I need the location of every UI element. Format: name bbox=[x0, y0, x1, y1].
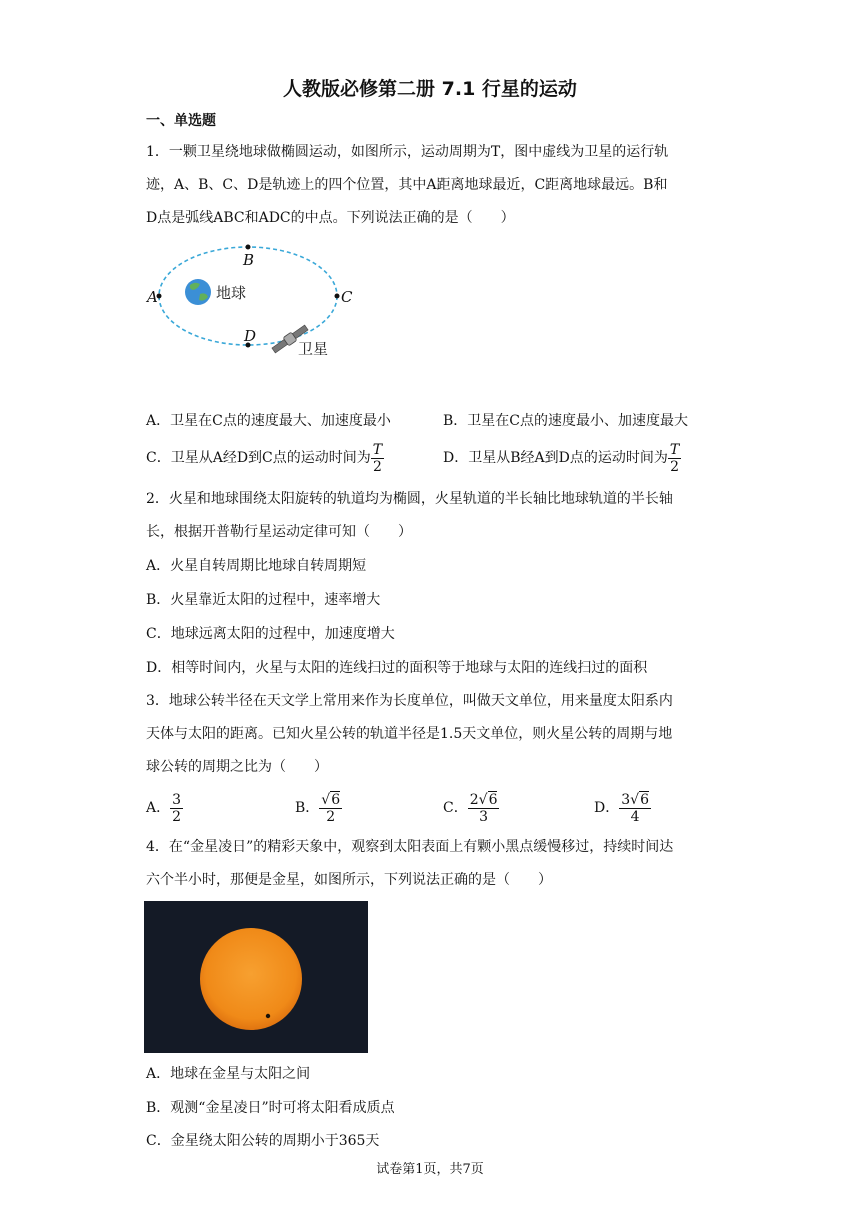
fraction-denominator: 2 bbox=[172, 808, 182, 825]
fraction-denominator: 2 bbox=[670, 458, 679, 475]
q1-option-c bbox=[146, 440, 384, 476]
q2-option-a: A．火星自转周期比地球自转周期短 bbox=[146, 558, 367, 574]
section-heading: 一、单选题 bbox=[146, 113, 216, 129]
option-label: C． bbox=[443, 800, 468, 816]
fraction-denominator: 3 bbox=[479, 808, 489, 825]
fraction-numerator: T bbox=[372, 441, 383, 458]
q1-stem-line-1: 1．一颗卫星绕地球做椭圆运动，如图所示，运动周期为T，图中虚线为卫星的运行轨 bbox=[146, 144, 669, 160]
fraction-numerator: 3 bbox=[172, 791, 182, 808]
q1-orbit-figure bbox=[140, 238, 380, 368]
q3-option-c-fraction bbox=[468, 792, 500, 825]
q3-option-a bbox=[146, 788, 183, 828]
earth-label: 地球 bbox=[216, 284, 247, 302]
fraction-denominator: 2 bbox=[372, 458, 382, 475]
point-c-dot bbox=[335, 294, 340, 299]
q3-stem-line-3: 球公转的周期之比为（ ） bbox=[146, 759, 328, 775]
q3-option-d-fraction bbox=[619, 792, 651, 825]
q1-option-d-fraction bbox=[668, 442, 681, 475]
q1-stem-line-3: D点是弧线ABC和ADC的中点。下列说法正确的是（ ） bbox=[146, 210, 515, 226]
label-c: C bbox=[341, 288, 353, 306]
option-label: B． bbox=[295, 800, 320, 816]
q1-stem-line-2: 迹，A、B、C、D是轨迹上的四个位置，其中A距离地球最近，C距离地球最远。B和 bbox=[146, 177, 668, 193]
q3-stem-line-2: 天体与太阳的距离。已知火星公转的轨道半径是1.5天文单位，则火星公转的周期与地 bbox=[146, 726, 673, 742]
fraction-numerator: 3√6 bbox=[621, 791, 649, 808]
label-a: A bbox=[147, 288, 158, 306]
q3-option-b-fraction bbox=[319, 792, 342, 825]
option-label: A． bbox=[146, 800, 171, 816]
q2-option-d: D．相等时间内，火星与太阳的连线扫过的面积等于地球与太阳的连线扫过的面积 bbox=[146, 660, 648, 676]
q4-stem-line-2: 六个半小时，那便是金星，如图所示，下列说法正确的是（ ） bbox=[146, 872, 552, 888]
point-b-dot bbox=[246, 245, 251, 250]
label-d: D bbox=[244, 327, 257, 345]
page-footer: 试卷第1页，共7页 bbox=[376, 1162, 484, 1177]
q4-option-b: B．观测“金星凌日”时可将太阳看成质点 bbox=[146, 1100, 395, 1116]
earth-icon bbox=[185, 279, 211, 305]
q4-option-a: A．地球在金星与太阳之间 bbox=[146, 1066, 311, 1082]
page-title: 人教版必修第二册 7.1 行星的运动 bbox=[283, 78, 577, 100]
q2-stem-line-2: 长，根据开普勒行星运动定律可知（ ） bbox=[146, 524, 412, 540]
label-b: B bbox=[243, 251, 255, 269]
venus-transit-photo bbox=[144, 901, 368, 1053]
q2-stem-line-1: 2．火星和地球围绕太阳旋转的轨道均为椭圆，火星轨道的半长轴比地球轨道的半长轴 bbox=[146, 491, 673, 507]
fraction-denominator: 2 bbox=[326, 808, 336, 825]
fraction-numerator: 2√6 bbox=[469, 791, 498, 808]
q3-option-a-fraction bbox=[170, 792, 183, 825]
q1-option-c-text: C．卫星从A经D到C点的运动时间为 bbox=[146, 450, 371, 466]
fraction-denominator: 4 bbox=[630, 808, 640, 825]
option-label: D． bbox=[594, 800, 620, 816]
q4-stem-line-1: 4．在“金星凌日”的精彩天象中，观察到太阳表面上有颗小黑点缓慢移过，持续时间达 bbox=[146, 839, 674, 855]
fraction-numerator: √6 bbox=[321, 791, 341, 808]
q2-option-c: C．地球远离太阳的过程中，加速度增大 bbox=[146, 626, 395, 642]
q3-option-b bbox=[295, 788, 342, 828]
satellite-label: 卫星 bbox=[298, 340, 329, 358]
q3-stem-line-1: 3．地球公转半径在天文学上常用来作为长度单位，叫做天文单位，用来量度太阳系内 bbox=[146, 693, 673, 709]
q3-option-c bbox=[443, 788, 499, 828]
q3-option-d bbox=[594, 788, 651, 828]
q1-option-d-text: D．卫星从B经A到D点的运动时间为 bbox=[443, 450, 668, 466]
fraction-numerator: T bbox=[669, 441, 680, 458]
q1-option-c-fraction bbox=[371, 442, 384, 475]
q1-option-d bbox=[443, 440, 681, 476]
q1-option-b: B．卫星在C点的速度最小、加速度最大 bbox=[443, 413, 688, 429]
sun-disc bbox=[200, 928, 302, 1030]
q2-option-b: B．火星靠近太阳的过程中，速率增大 bbox=[146, 592, 381, 608]
q4-option-c: C．金星绕太阳公转的周期小于365天 bbox=[146, 1133, 380, 1149]
venus-dot bbox=[266, 1014, 270, 1018]
q1-option-a: A．卫星在C点的速度最大、加速度最小 bbox=[146, 413, 391, 429]
